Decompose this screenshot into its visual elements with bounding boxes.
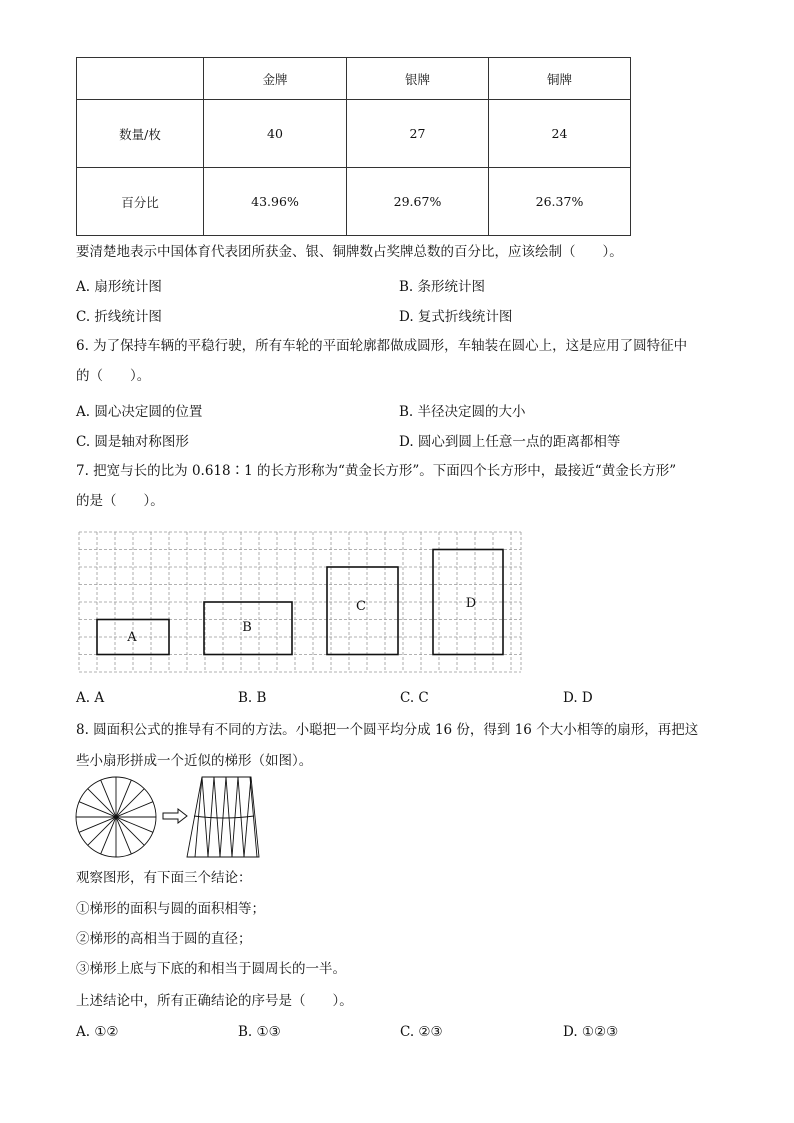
table-header-cell: 银牌 [347,58,489,100]
table-row-label: 数量/枚 [77,100,204,168]
q8-question: 上述结论中，所有正确结论的序号是（ ）。 [76,993,353,1009]
divided-circle [76,777,156,857]
q6-option-b[interactable]: B. 半径决定圆的大小 [399,404,526,420]
q7-option-b[interactable]: B. B [238,690,267,706]
q8-option-b[interactable]: B. ①③ [238,1024,281,1040]
table-row [77,168,631,236]
q7-option-a[interactable]: A. A [76,690,105,706]
table-header-cell: 金牌 [204,58,347,100]
q5-option-c[interactable]: C. 折线统计图 [76,309,162,325]
q5-option-a[interactable]: A. 扇形统计图 [76,279,162,295]
q5-option-d[interactable]: D. 复式折线统计图 [399,309,513,325]
q8-stem-line1: 8. 圆面积公式的推导有不同的方法。小聪把一个圆平均分成 16 份，得到 16 个大小相等的扇形，再把这 [76,722,699,738]
grid-lines [79,532,521,672]
table-header-cell: 铜牌 [489,58,631,100]
rectangle-d-label: D [465,596,477,611]
q6-option-c[interactable]: C. 圆是轴对称图形 [76,434,189,450]
q8-conclusion-1: ①梯形的面积与圆的面积相等； [76,901,265,917]
table-cell: 24 [489,100,631,168]
q8-conclusion-3: ③梯形上底与下底的和相当于圆周长的一半。 [76,961,346,977]
q8-observe: 观察图形，有下面三个结论： [76,870,252,886]
table-cell: 40 [204,100,347,168]
q6-stem-line2: 的（ ）。 [76,368,151,384]
medal-table [76,57,631,236]
table-header-row [77,58,631,100]
arrow-right-icon [163,809,187,823]
rectangle-a-label: A [127,630,137,645]
q6-option-d[interactable]: D. 圆心到圆上任意一点的距离都相等 [399,434,621,450]
table-cell: 26.37% [489,168,631,236]
table-row [77,100,631,168]
q8-option-a[interactable]: A. ①② [76,1024,119,1040]
q8-conclusion-2: ②梯形的高相当于圆的直径； [76,931,252,947]
table-cell: 27 [347,100,489,168]
q7-option-c[interactable]: C. C [400,690,429,706]
q8-option-c[interactable]: C. ②③ [400,1024,443,1040]
table-row-label: 百分比 [77,168,204,236]
q5-option-b[interactable]: B. 条形统计图 [399,279,486,295]
q8-stem-line2: 些小扇形拼成一个近似的梯形（如图）。 [76,753,313,769]
q7-option-d[interactable]: D. D [563,690,593,706]
table-cell: 29.67% [347,168,489,236]
rectangle-b-label: B [242,620,252,635]
q6-stem-line1: 6. 为了保持车辆的平稳行驶，所有车轮的平面轮廓都做成圆形，车轴装在圆心上，这是应用了圆特征中 [76,338,688,354]
q6-option-a[interactable]: A. 圆心决定圆的位置 [76,404,203,420]
q5-stem: 要清楚地表示中国体育代表团所获金、银、铜牌数占奖牌总数的百分比，应该绘制（ ）。 [76,244,623,260]
circle-to-trapezoid-figure [74,774,274,860]
q7-stem-line2: 的是（ ）。 [76,493,164,509]
q8-option-d[interactable]: D. ①②③ [563,1024,619,1040]
golden-rectangle-grid-figure [76,529,526,675]
rectangle-c-label: C [356,599,366,614]
sector-trapezoid [187,777,259,857]
table-header-cell [77,58,204,100]
table-cell: 43.96% [204,168,347,236]
q7-stem-line1: 7. 把宽与长的比为 0.618∶1 的长方形称为“黄金长方形”。下面四个长方形中，最接近“黄金长方形” [76,463,677,479]
